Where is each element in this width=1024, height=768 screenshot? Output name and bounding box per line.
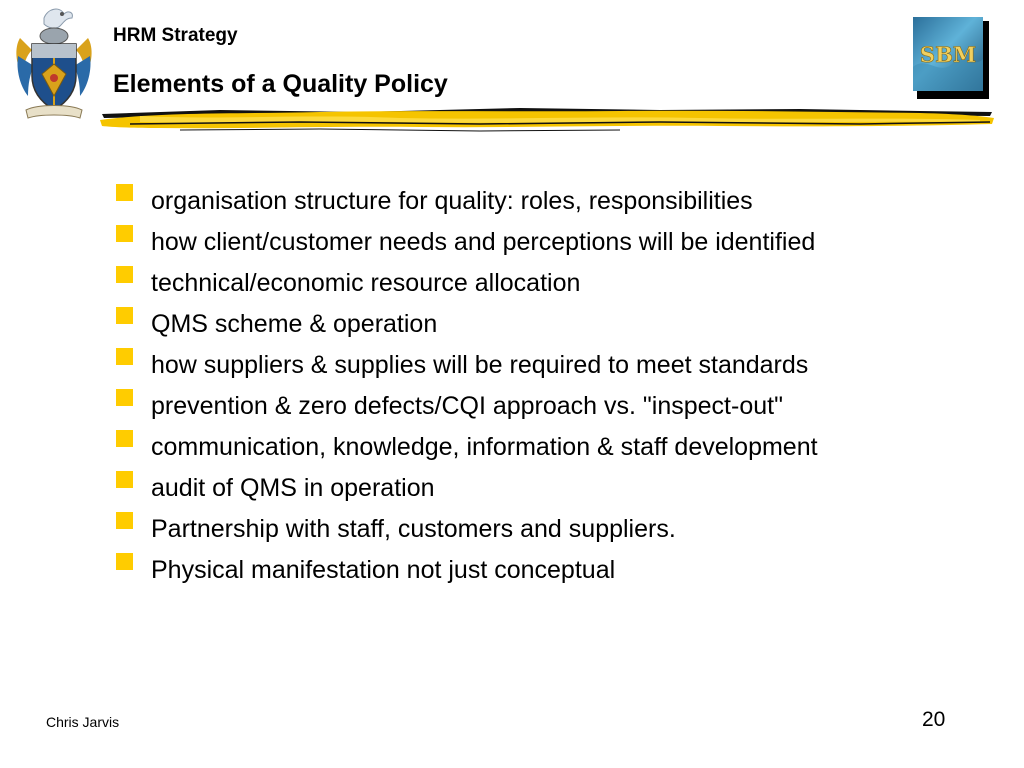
bullet-text: QMS scheme & operation	[151, 310, 438, 338]
university-crest-icon	[14, 4, 94, 122]
square-bullet-icon	[116, 184, 133, 201]
sbm-logo-text: SBM	[919, 42, 977, 67]
bullet-item	[116, 222, 818, 263]
bullet-text: Partnership with staff, customers and suppliers.	[151, 515, 676, 543]
square-bullet-icon	[116, 512, 133, 529]
square-bullet-icon	[116, 553, 133, 570]
bullet-item	[116, 181, 818, 222]
square-bullet-icon	[116, 348, 133, 365]
bullet-item	[116, 345, 818, 386]
bullet-item	[116, 386, 818, 427]
square-bullet-icon	[116, 389, 133, 406]
bullet-text: communication, knowledge, information & staff development	[151, 433, 818, 461]
bullet-list	[116, 181, 818, 591]
footer-author: Chris Jarvis	[46, 714, 120, 730]
bullet-item	[116, 468, 818, 509]
bullet-item	[116, 304, 818, 345]
slide-title: Elements of a Quality Policy	[113, 70, 448, 98]
bullet-item	[116, 427, 818, 468]
bullet-item	[116, 550, 818, 591]
bullet-item	[116, 509, 818, 550]
bullet-text: organisation structure for quality: roles, responsibilities	[151, 187, 753, 215]
bullet-text: prevention & zero defects/CQI approach vs. "inspect-out"	[151, 392, 783, 420]
square-bullet-icon	[116, 430, 133, 447]
bullet-text: how client/customer needs and perceptions will be identified	[151, 228, 816, 256]
bullet-text: audit of QMS in operation	[151, 474, 435, 502]
sbm-logo-icon	[913, 17, 989, 99]
square-bullet-icon	[116, 225, 133, 242]
bullet-item	[116, 263, 818, 304]
square-bullet-icon	[116, 307, 133, 324]
page-number: 20	[922, 708, 946, 731]
slide-overline: HRM Strategy	[113, 25, 238, 46]
square-bullet-icon	[116, 471, 133, 488]
brush-stroke-divider	[100, 100, 994, 136]
square-bullet-icon	[116, 266, 133, 283]
bullet-text: how suppliers & supplies will be required to meet standards	[151, 351, 809, 379]
bullet-text: Physical manifestation not just conceptual	[151, 556, 616, 584]
bullet-text: technical/economic resource allocation	[151, 269, 581, 297]
